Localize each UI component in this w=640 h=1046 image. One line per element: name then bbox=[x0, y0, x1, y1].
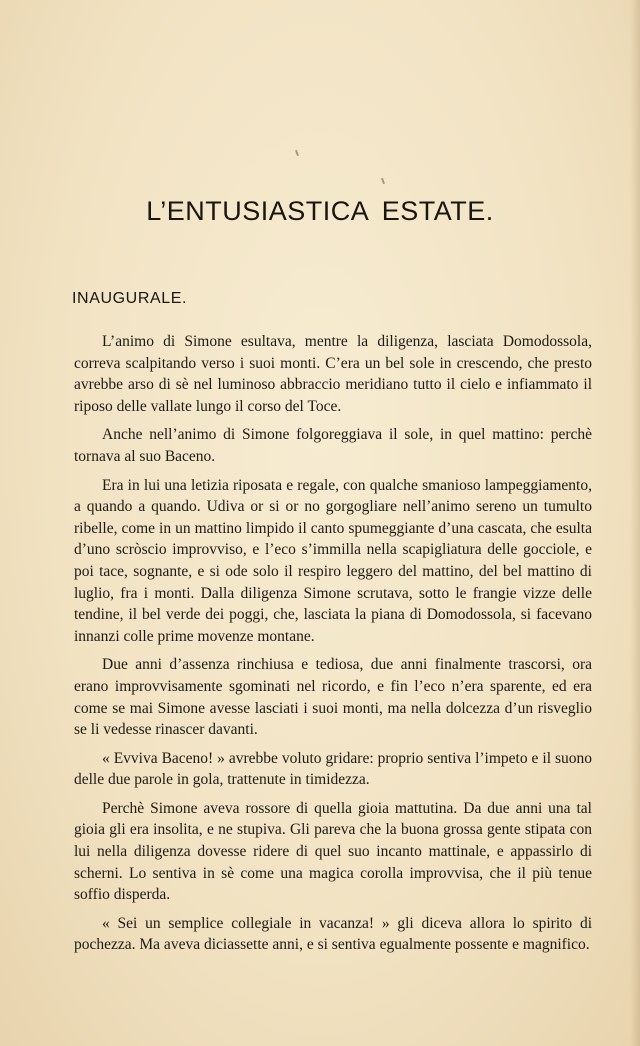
paragraph: Era in lui una letizia riposata e regale, con qualche smanioso lampeggiamento, a quando a quando. Udiva or si or no gorgogliare nell’animo sereno un tumulto ribelle, come in un mattino limpido il canto spumeggiante d’una cascata, che esulta d’uno scròscio improvviso, e l’eco s’immilla nella scapigliatura delle gocciole, e poi tace, sognante, e si ode solo il respiro leggero del mattino, del bel mattino di luglio, fra i monti. Dalla diligenza Simone scrutava, sotto le frangie vizze delle tendine, il bel verde dei poggi, che, lasciata la piana di Domodossola, si facevano innanzi colle prime movenze montane. bbox=[74, 476, 592, 645]
paragraph: Anche nell’animo di Simone folgoreggiava il sole, in quel mattino: perchè tornava al suo Baceno. bbox=[74, 426, 592, 465]
body-text bbox=[74, 331, 592, 956]
paper-speck bbox=[295, 150, 299, 156]
chapter-title: L’ENTUSIASTICA ESTATE. bbox=[146, 196, 494, 226]
paragraph: « Evviva Baceno! » avrebbe voluto gridare: proprio sentiva l’impeto e il suono delle due parole in gola, trattenute in timidezza. bbox=[74, 749, 592, 789]
page-edge-shadow bbox=[630, 0, 640, 1046]
paragraph: « Sei un semplice collegiale in vacanza! » gli diceva allora lo spirito di pochezza. Ma aveva diciassette anni, e si sentiva egualmente possente e magnifico. bbox=[74, 914, 592, 954]
paragraph: L’animo di Simone esultava, mentre la diligenza, lasciata Domodossola, correva scalpitando verso i suoi monti. C’era un bel sole in crescendo, che presto avrebbe arso di sè nel luminoso abbraccio meridiano tutto il cielo e infiammato il riposo delle vallate lungo il corso del Toce. bbox=[74, 333, 592, 415]
section-heading: INAUGURALE. bbox=[72, 290, 188, 307]
paragraph: Due anni d’assenza rinchiusa e tediosa, due anni finalmente trascorsi, ora erano improvvisamente sgominati nel ricordo, e fin l’eco n’era sparente, ed era come se mai Simone avesse lasciati i suoi monti, ma nella dolcezza d’un risveglio se li vedesse rinascer davanti. bbox=[74, 656, 592, 739]
paper-speck bbox=[381, 178, 385, 184]
paragraph: Perchè Simone aveva rossore di quella gioia mattutina. Da due anni una tal gioia gli era insolita, e ne stupiva. Gli pareva che la buona grossa gente stipata con lui nella diligenza dovesse ridere di quel suo incanto mattinale, e appassirlo di scherni. Lo sentiva in sè come una magica corolla improvvisa, che il più tenue soffio disperda. bbox=[74, 799, 592, 904]
